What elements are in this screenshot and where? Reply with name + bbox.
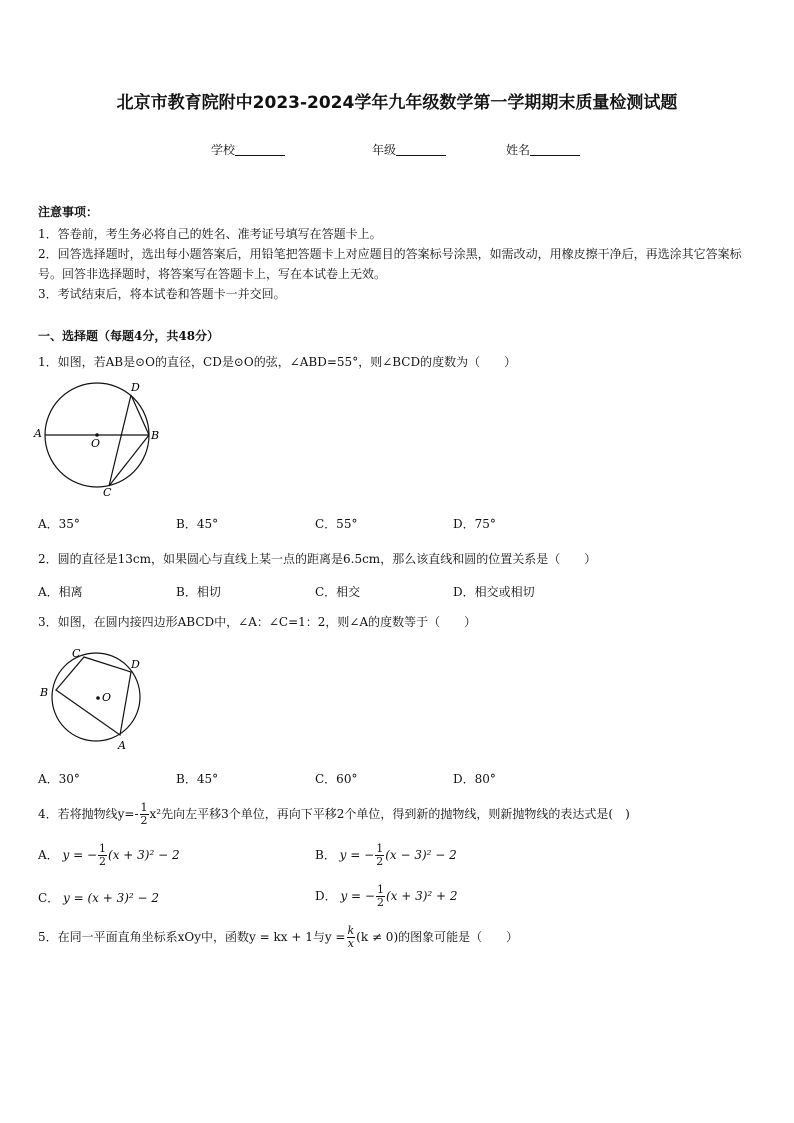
q4-option-a[interactable]: [38, 843, 180, 868]
q3-label-d: D: [131, 658, 140, 671]
question-5-text: [38, 925, 518, 950]
q4-option-b-den: 2: [376, 855, 384, 868]
q4-option-b-pre: y = −: [339, 848, 375, 862]
q4-option-b-letter: B．: [315, 848, 336, 862]
q3-label-o: O: [102, 691, 112, 704]
q4-option-a-letter: A．: [38, 848, 59, 862]
school-blank: [235, 143, 285, 156]
q2-option-d[interactable]: D．相交或相切: [453, 585, 535, 599]
grade-blank: [396, 143, 446, 156]
question-1-figure: [32, 375, 162, 500]
q5-frac-den: x: [347, 937, 354, 950]
q1-option-c[interactable]: C．55°: [315, 517, 358, 531]
q1-label-o: O: [91, 437, 101, 450]
q4-option-a-post: (x + 3)² − 2: [108, 848, 180, 862]
q2-option-c[interactable]: C．相交: [315, 585, 361, 599]
q4-frac-num: 1: [140, 801, 148, 814]
q4-option-b-fraction: [375, 843, 384, 868]
q1-label-b: B: [151, 429, 160, 442]
school-field: [211, 141, 285, 158]
q4-option-a-fraction: [98, 843, 107, 868]
q4-option-d-num: 1: [376, 883, 384, 896]
q4-text-before: 4．若将抛物线y=-: [38, 807, 139, 821]
question-4-text: [38, 802, 630, 827]
q5-text-before: 5．在同一平面直角坐标系xOy中，函数y = kx + 1与y =: [38, 930, 346, 944]
q4-option-c[interactable]: [38, 889, 159, 906]
q4-option-d-pre: y = −: [340, 889, 375, 903]
notes-item-3: 3．考试结束后，将本试卷和答题卡一并交回。: [38, 287, 286, 301]
q5-fraction: [347, 925, 356, 950]
q4-option-b-num: 1: [376, 842, 384, 855]
q3-option-d[interactable]: D．80°: [453, 772, 496, 786]
question-3-figure: [36, 645, 151, 755]
q1-label-c: C: [103, 486, 112, 499]
q4-option-c-letter: C．: [38, 891, 60, 905]
q4-option-d[interactable]: [315, 884, 458, 909]
name-label: 姓名: [506, 143, 531, 157]
q3-option-a[interactable]: A．30°: [38, 772, 80, 786]
q4-option-d-den: 2: [376, 896, 384, 909]
name-blank: [530, 143, 580, 156]
question-2-text: 2．圆的直径是13cm，如果圆心与直线上某一点的距离是6.5cm，那么该直线和圆的位置关系是（ ）: [38, 552, 597, 566]
question-3-text: 3．如图，在圆内接四边形ABCD中，∠A：∠C=1：2，则∠A的度数等于（ ）: [38, 615, 477, 629]
section-title: 一、选择题（每题4分，共48分）: [38, 329, 220, 343]
q3-label-c: C: [72, 647, 81, 660]
school-label: 学校: [211, 143, 236, 157]
q5-frac-num: k: [347, 924, 355, 937]
q4-option-d-fraction: [376, 884, 385, 909]
grade-field: [372, 141, 446, 158]
q1-label-a: A: [34, 427, 42, 440]
q4-fraction: [140, 802, 149, 827]
q4-option-b-post: (x − 3)² − 2: [385, 848, 457, 862]
q5-text-after: (k ≠ 0)的图象可能是（ ）: [356, 930, 519, 944]
q4-option-a-pre: y = −: [62, 848, 98, 862]
q4-option-d-letter: D．: [315, 889, 337, 903]
notes-item-1: 1．答卷前，考生务必将自己的姓名、准考证号填写在答题卡上。: [38, 227, 382, 241]
q4-option-a-den: 2: [99, 855, 107, 868]
question-1-text: 1．如图，若AB是⊙O的直径，CD是⊙O的弦，∠ABD=55°，则∠BCD的度数为（ ）: [38, 355, 517, 369]
grade-label: 年级: [372, 143, 397, 157]
notes-item-2: 2．回答选择题时，选出每小题答案后，用铅笔把答题卡上对应题目的答案标号涂黑，如需改动，用橡皮擦干净后，再选涂其它答案标号。回答非选择题时，将答案写在答题卡上，写在本试卷上无效。: [38, 247, 742, 281]
q3-option-b[interactable]: B．45°: [176, 772, 219, 786]
q2-option-b[interactable]: B．相切: [176, 585, 221, 599]
q4-frac-den: 2: [140, 814, 148, 827]
q1-option-a[interactable]: A．35°: [38, 517, 80, 531]
notes-heading: 注意事项：: [38, 205, 99, 219]
q3-label-a: A: [118, 739, 126, 752]
q4-option-c-expression: y = (x + 3)² − 2: [63, 891, 160, 905]
q4-option-b[interactable]: [315, 843, 457, 868]
page-title: 北京市教育院附中2023-2024学年九年级数学第一学期期末质量检测试题: [116, 93, 678, 113]
q4-text-after: x²先向左平移3个单位，再向下平移2个单位，得到新的抛物线，则新抛物线的表达式是( ): [149, 807, 630, 821]
q3-label-b: B: [40, 686, 49, 699]
q3-option-c[interactable]: C．60°: [315, 772, 358, 786]
q1-option-b[interactable]: B．45°: [176, 517, 219, 531]
name-field: [506, 141, 580, 158]
q1-label-d: D: [131, 381, 140, 394]
q1-option-d[interactable]: D．75°: [453, 517, 496, 531]
q2-option-a[interactable]: A．相离: [38, 585, 83, 599]
q4-option-d-post: (x + 3)² + 2: [385, 889, 458, 903]
q4-option-a-num: 1: [99, 842, 107, 855]
notes-section: [38, 202, 760, 304]
